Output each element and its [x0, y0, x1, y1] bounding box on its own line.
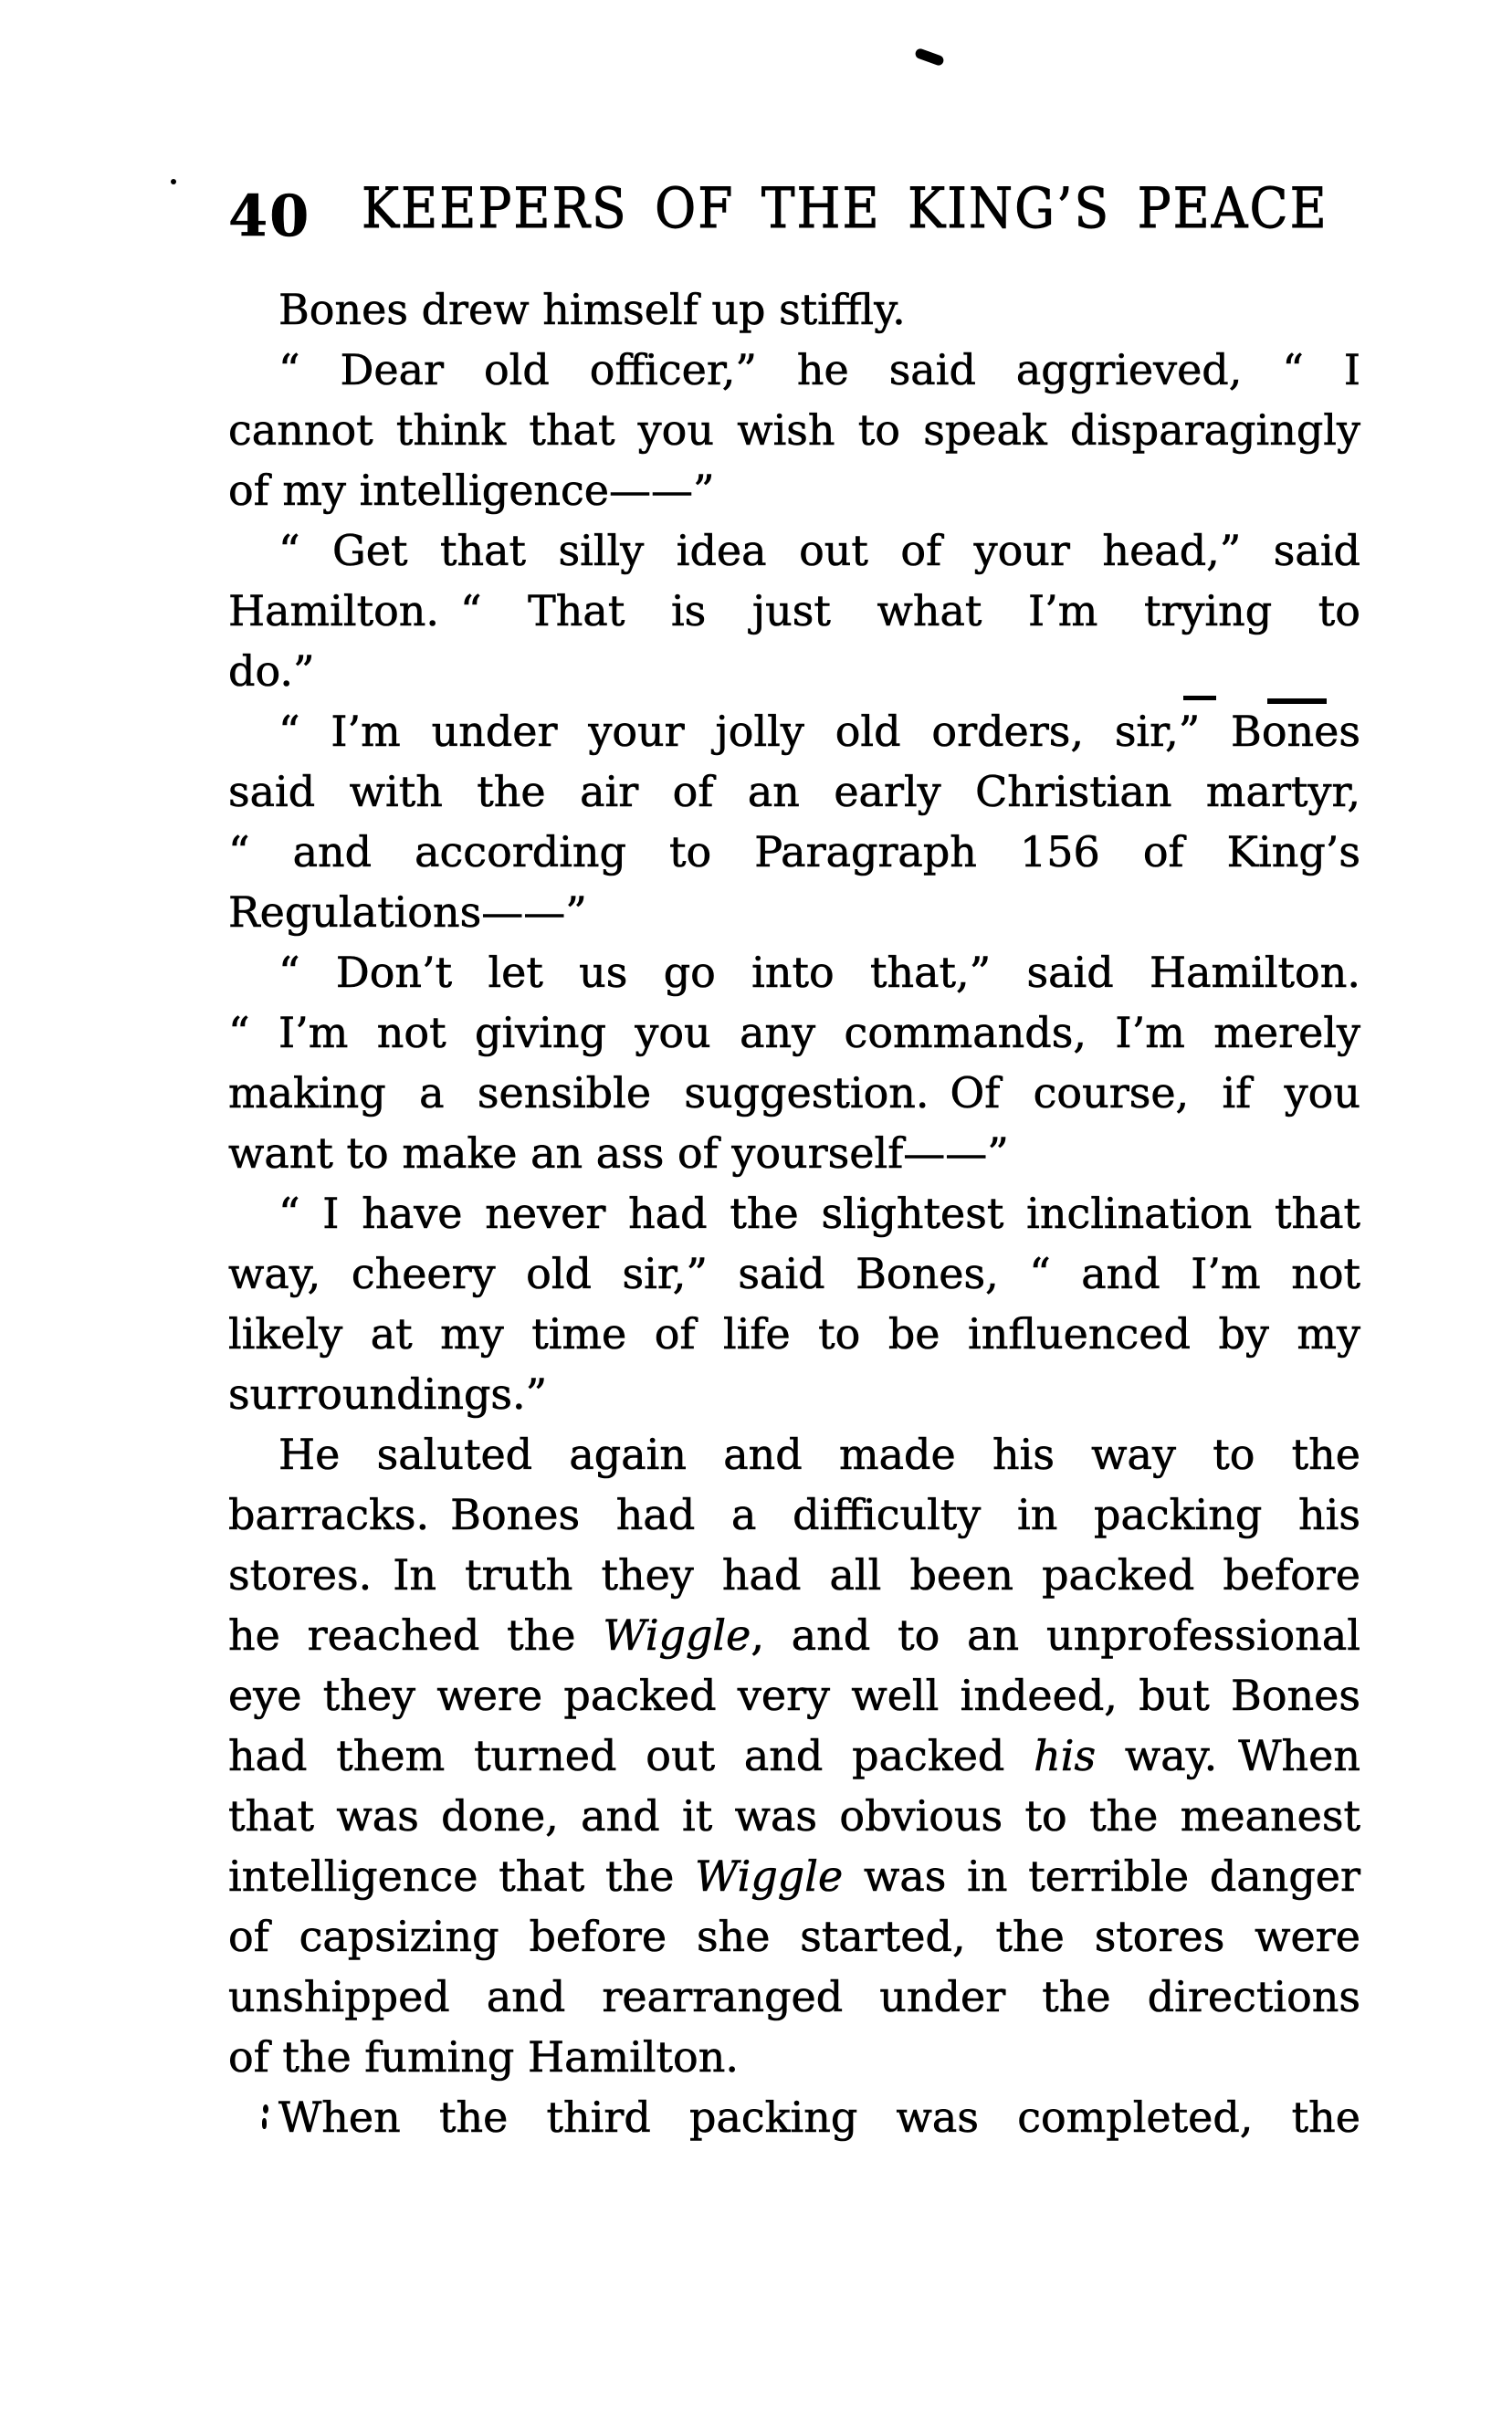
text-line: he reached the Wiggle, and to an unprofessional: [228, 1610, 1360, 1660]
text-line: making a sensible suggestion. Of course, if you: [228, 1068, 1360, 1117]
text-line: “ Don’t let us go into that,” said Hamilton.: [278, 948, 1360, 997]
text-line: of the fuming Hamilton.: [228, 2032, 739, 2082]
text-line: “ Get that silly idea out of your head,” said: [278, 526, 1360, 575]
page-number: 40: [228, 183, 311, 249]
text-line: cannot think that you wish to speak disparagingly: [228, 405, 1360, 455]
text-line: When the third packing was completed, the: [278, 2093, 1360, 2142]
text-line: surroundings.”: [228, 1369, 548, 1419]
text-line: “ I have never had the slightest inclination that: [278, 1189, 1360, 1238]
text-line: of my intelligence——”: [228, 466, 715, 515]
text-line: Bones drew himself up stiffly.: [278, 285, 906, 334]
text-line: “ and according to Paragraph 156 of King’s: [228, 827, 1360, 876]
text-line: likely at my time of life to be influenced by my: [228, 1309, 1360, 1359]
running-header-title: KEEPERS OF THE KING’S PEACE: [362, 175, 1328, 241]
word-with-scan-line-artifact: Bones: [1231, 707, 1360, 756]
text-line: He saluted again and made his way to the: [278, 1430, 1360, 1479]
text-line: that was done, and it was obvious to the meanest: [228, 1791, 1360, 1841]
text-line: intelligence that the Wiggle was in terrible danger: [228, 1852, 1360, 1901]
text-line: “ I’m not giving you any commands, I’m merely: [228, 1008, 1360, 1057]
page-body-text: [228, 279, 1360, 2147]
ink-speck: [171, 179, 176, 184]
text-line: had them turned out and packed his way. When: [228, 1731, 1360, 1780]
text-line: way, cheery old sir,” said Bones, “ and I’m not: [228, 1249, 1360, 1298]
text-line: stores. In truth they had all been packed before: [228, 1550, 1360, 1600]
text-line: do.”: [228, 646, 315, 696]
text-line: unshipped and rearranged under the directions: [228, 1972, 1360, 2021]
text-line: Hamilton. “ That is just what I’m trying to: [228, 586, 1360, 635]
text-line: eye they were packed very well indeed, but Bones: [228, 1671, 1360, 1720]
text-line: Regulations——”: [228, 887, 587, 937]
text-line: barracks. Bones had a difficulty in packing his: [228, 1490, 1360, 1539]
text-line: said with the air of an early Christian martyr,: [228, 767, 1360, 816]
text-line: “ Dear old officer,” he said aggrieved, “ I: [278, 345, 1360, 394]
text-line: of capsizing before she started, the stores were: [228, 1912, 1360, 1961]
ink-speck: [914, 47, 945, 67]
text-line: “ I’m under your jolly old orders, sir,” Bones: [278, 707, 1360, 756]
text-line: want to make an ass of yourself——”: [228, 1128, 1009, 1178]
